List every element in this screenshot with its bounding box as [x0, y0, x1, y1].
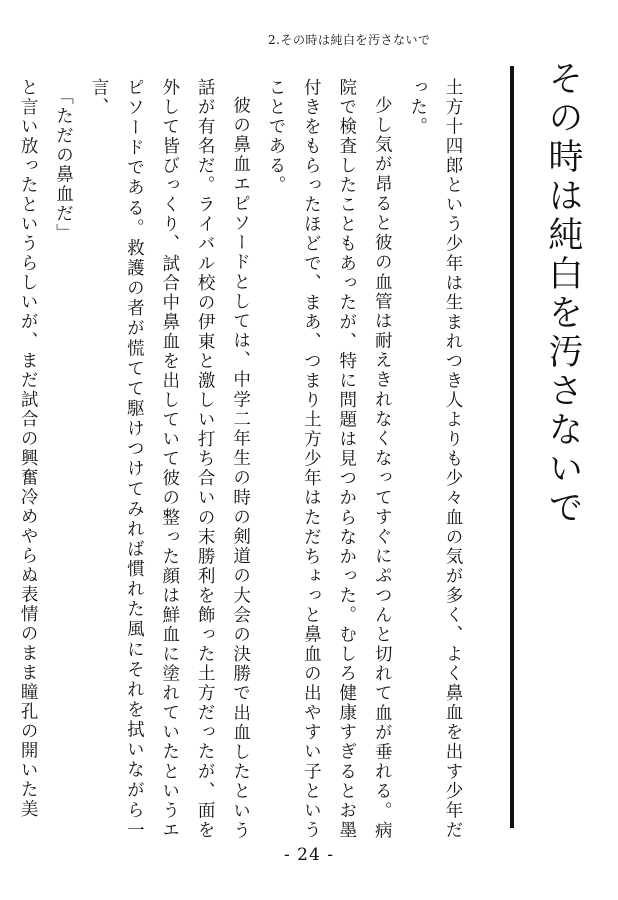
- paragraph-1: 土方十四郎という少年は生まれつき人よりも少々血の気が多く、よく鼻血を出す少年だった。: [407, 78, 463, 840]
- chapter-title: その時は純白を汚さないで: [543, 60, 583, 528]
- paragraph-5: と言い放ったというらしいが、まだ試合の興奮冷めやらぬ表情のまま瞳孔の開いた美: [18, 78, 39, 819]
- paragraph-2: 少し気が昂ると彼の血管は耐えきれなくなってすぐにぷつんと切れて血が垂れる。病院で検査したこともあったが、特に問題は見つからなかった。むしろ健康すぎるとお墨付きをもらったほどで、まあ、つまり土方少年はただちょっと鼻血の出やすい子ということである。: [265, 78, 393, 840]
- chapter-divider-rule: [510, 66, 514, 828]
- page-number: - 24 -: [284, 845, 334, 865]
- running-head: 2.その時は純白を汚さないで: [268, 33, 431, 47]
- body-text: [18, 78, 470, 841]
- paragraph-dialogue: 「ただの鼻血だ」: [53, 86, 74, 243]
- paragraph-3: 彼の鼻血エピソードとしては、中学二年生の時の剣道の大会の決勝で出血したという話が有名だ。ライバル校の伊東と激しい打ち合いの末勝利を飾った土方だったが、面を外して皆びっくり、試合中鼻血を出していて彼の整った顔は鮮血に塗れていたというエピソードである。救護の者が慌てて駆けつけてみれば慣れた風にそれを拭いながら一言、: [88, 78, 251, 841]
